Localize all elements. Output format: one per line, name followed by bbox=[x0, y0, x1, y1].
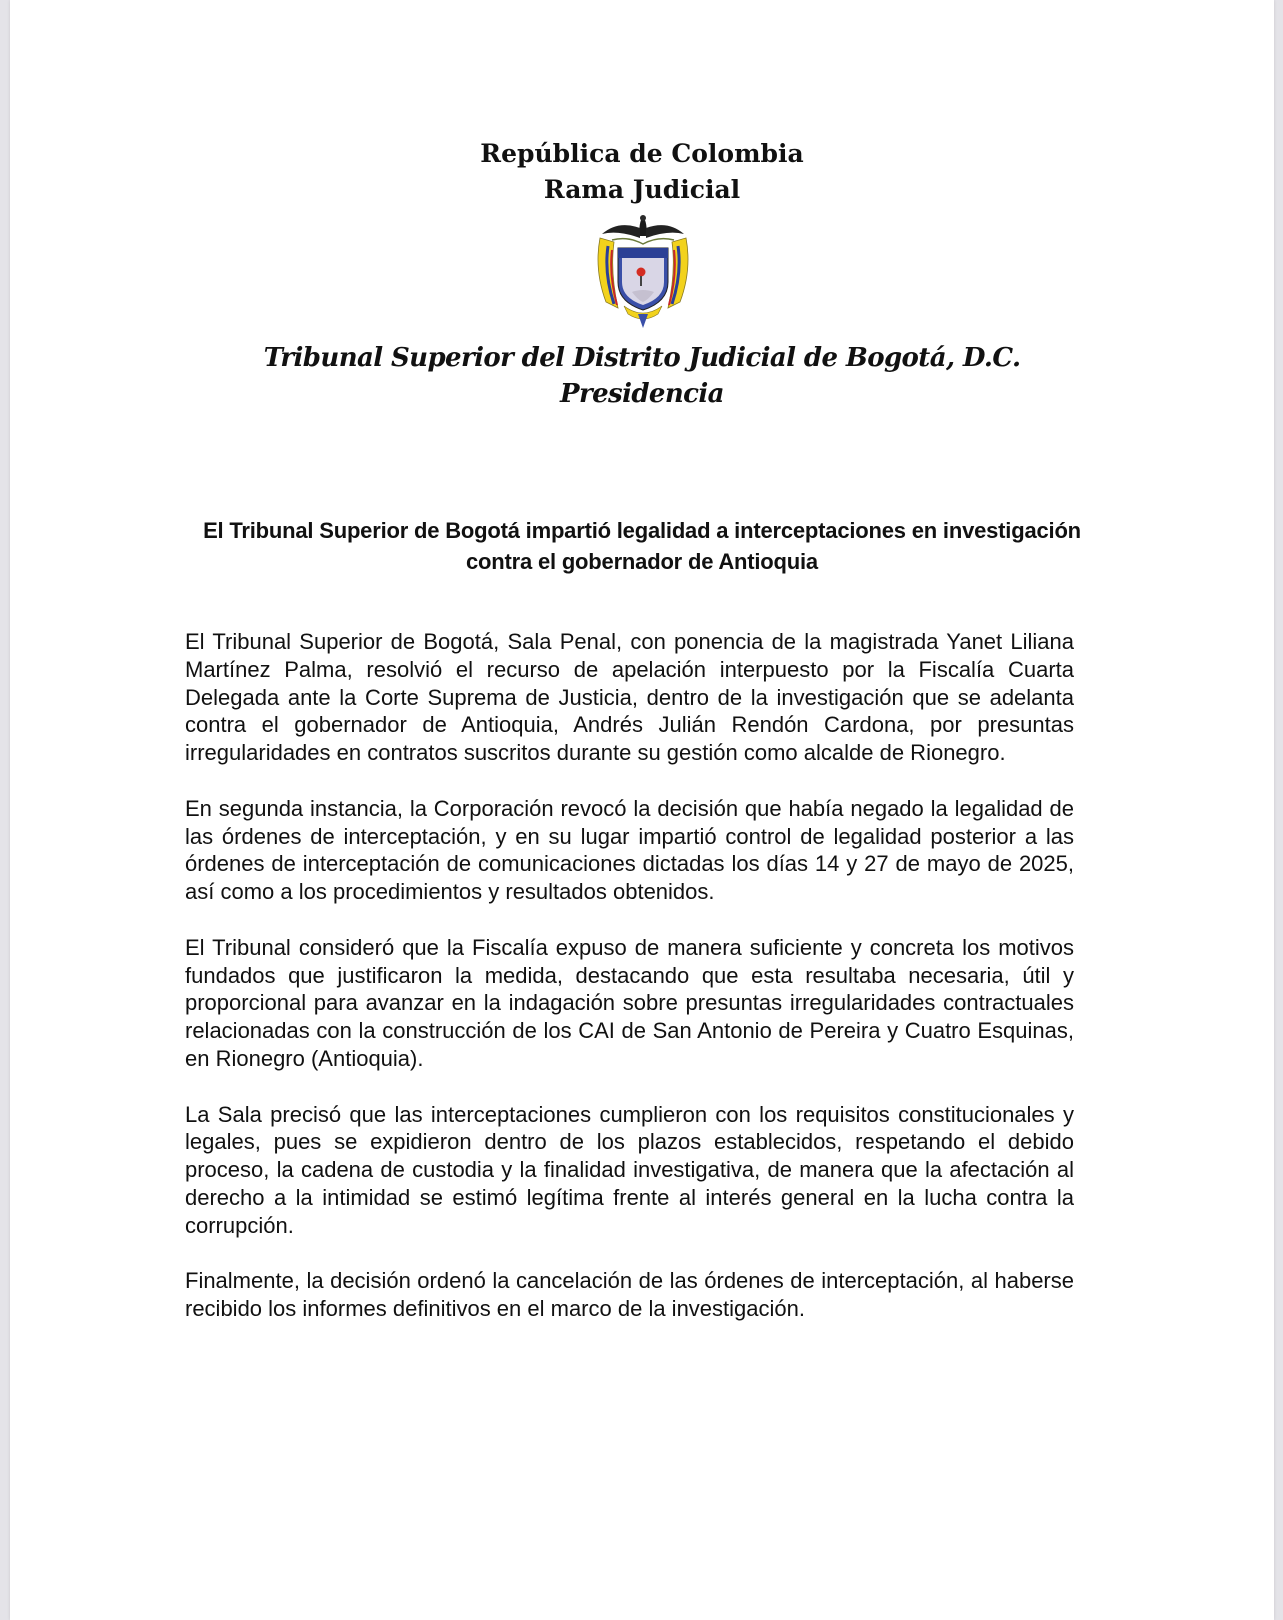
paragraph: El Tribunal Superior de Bogotá, Sala Penal, con ponencia de la magistrada Yanet Liliana Martínez Palma, resolvió el recurso de apelación interpuesto por la Fiscalía Cuarta Delegada ante la Corte Suprema de Justicia, dentro de la investigación que se adelanta contra el gobernador de Antioquia, Andrés Julián Rendón Cardona, por presuntas irregularidades en contratos suscritos durante su gestión como alcalde de Rionegro. bbox=[185, 629, 1074, 766]
paragraph: El Tribunal consideró que la Fiscalía expuso de manera suficiente y concreta los motivos fundados que justificaron la medida, destacando que esta resultaba necesaria, útil y proporcional para avanzar en la indagación sobre presuntas irregularidades contractuales relacionadas con la construcción de los CAI de San Antonio de Pereira y Cuatro Esquinas, en Rionegro (Antioquia). bbox=[185, 934, 1074, 1071]
document-title: El Tribunal Superior de Bogotá impartió legalidad a interceptaciones en investigación contra el gobernador de Antioquia bbox=[203, 518, 1081, 574]
header-branch: Rama Judicial bbox=[543, 175, 741, 204]
document-page bbox=[10, 0, 1274, 1620]
paragraph: En segunda instancia, la Corporación revocó la decisión que había negado la legalidad de las órdenes de interceptación, y en su lugar impartió control de legalidad posterior a las órdenes de interceptación de comunicaciones dictadas los días 14 y 27 de mayo de 2025, así como a los procedimientos y resultados obtenidos. bbox=[185, 795, 1074, 905]
header-country: República de Colombia bbox=[480, 139, 804, 168]
paragraph: La Sala precisó que las interceptaciones cumplieron con los requisitos constitucionales y legales, pues se expidieron dentro de los plazos establecidos, respetando el debido proceso, la cadena de custodia y la finalidad investigativa, de manera que la afectación al derecho a la intimidad se estimó legítima frente al interés general en la lucha contra la corrupción. bbox=[185, 1101, 1074, 1238]
tribunal-name: Tribunal Superior del Distrito Judicial de Bogotá, D.C. bbox=[263, 343, 1021, 373]
document-body bbox=[185, 628, 1074, 1351]
coat-of-arms-icon bbox=[588, 210, 698, 330]
paragraph: Finalmente, la decisión ordenó la cancelación de las órdenes de interceptación, al haberse recibido los informes definitivos en el marco de la investigación. bbox=[185, 1268, 1074, 1322]
office-name: Presidencia bbox=[560, 379, 724, 409]
